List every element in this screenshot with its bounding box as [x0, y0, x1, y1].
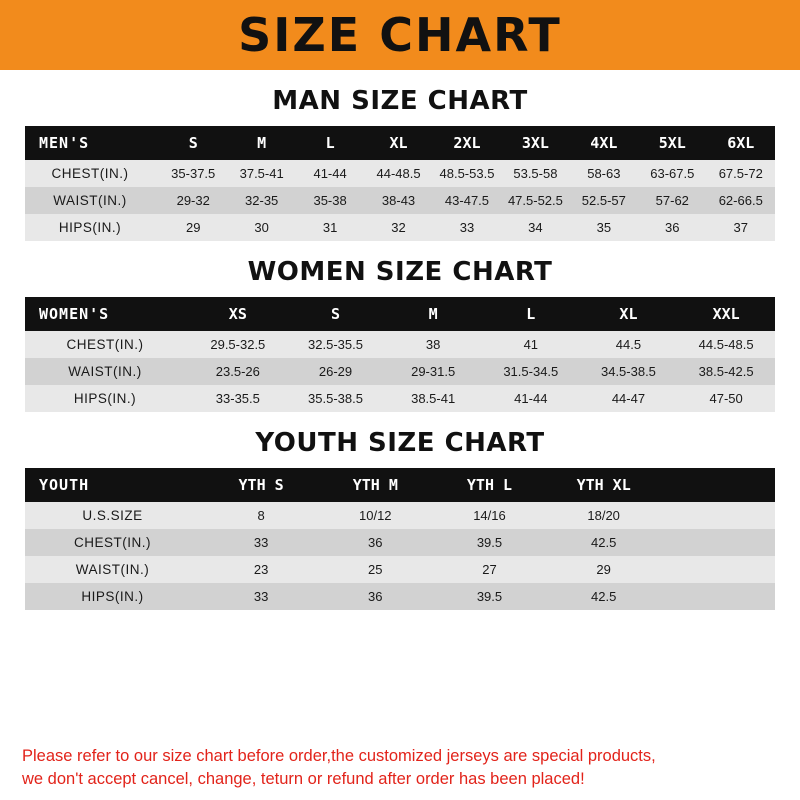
table-cell: 52.5-57 [570, 187, 638, 214]
table-row [25, 385, 775, 412]
table-cell: 43-47.5 [433, 187, 501, 214]
section-man [25, 86, 775, 241]
table-cell: 42.5 [547, 529, 661, 556]
section-title-youth: YOUTH SIZE CHART [255, 428, 545, 458]
column-header: XL [580, 297, 678, 331]
youth-table-head [25, 468, 775, 502]
table-cell: 44-48.5 [364, 160, 432, 187]
footer-note [0, 737, 800, 800]
youth-table-body [25, 502, 775, 610]
table-cell: 42.5 [547, 583, 661, 610]
youth-size-table [25, 468, 775, 610]
women-size-table [25, 297, 775, 412]
table-cell: 31 [296, 214, 364, 241]
table-cell: 38 [384, 331, 482, 358]
table-cell: 31.5-34.5 [482, 358, 580, 385]
row-header: CHEST(IN.) [25, 529, 204, 556]
table-cell: 38.5-41 [384, 385, 482, 412]
table-cell: 67.5-72 [707, 160, 776, 187]
table-header-row [25, 126, 775, 160]
table-cell: 34.5-38.5 [580, 358, 678, 385]
table-cell: 53.5-58 [501, 160, 569, 187]
table-cell: 32-35 [227, 187, 295, 214]
table-cell: 10/12 [318, 502, 432, 529]
table-cell: 34 [501, 214, 569, 241]
table-cell: 33 [204, 583, 318, 610]
table-row [25, 556, 775, 583]
table-cell: 27 [432, 556, 546, 583]
section-title-man: MAN SIZE CHART [272, 86, 528, 116]
table-cell: 37 [707, 214, 776, 241]
column-header: 5XL [638, 126, 706, 160]
column-header: YOUTH [25, 468, 204, 502]
footer-line-2: we don't accept cancel, change, teturn or refund after order has been placed! [22, 769, 585, 788]
column-header: YTH XL [547, 468, 661, 502]
column-header: YTH S [204, 468, 318, 502]
footer-line-1: Please refer to our size chart before order,the customized jerseys are special products, [22, 747, 656, 766]
table-cell-empty [661, 502, 775, 529]
column-header: 4XL [570, 126, 638, 160]
table-cell: 41-44 [482, 385, 580, 412]
table-cell: 35-37.5 [159, 160, 227, 187]
table-cell: 35 [570, 214, 638, 241]
table-cell: 39.5 [432, 529, 546, 556]
column-header: S [287, 297, 385, 331]
section-women [25, 257, 775, 412]
column-header: YTH M [318, 468, 432, 502]
column-header: L [482, 297, 580, 331]
page-header [0, 0, 800, 70]
table-cell: 63-67.5 [638, 160, 706, 187]
women-table-head [25, 297, 775, 331]
column-header: XS [189, 297, 287, 331]
table-cell: 38.5-42.5 [677, 358, 775, 385]
table-cell: 26-29 [287, 358, 385, 385]
table-cell: 32.5-35.5 [287, 331, 385, 358]
charts-content [0, 70, 800, 737]
table-cell: 44.5 [580, 331, 678, 358]
table-cell: 23 [204, 556, 318, 583]
table-cell: 36 [318, 529, 432, 556]
table-cell: 37.5-41 [227, 160, 295, 187]
table-cell-empty [661, 583, 775, 610]
table-row [25, 214, 775, 241]
column-header: M [384, 297, 482, 331]
table-cell: 47-50 [677, 385, 775, 412]
table-row [25, 160, 775, 187]
table-header-row [25, 297, 775, 331]
man-size-table [25, 126, 775, 241]
man-table-head [25, 126, 775, 160]
row-header: WAIST(IN.) [25, 556, 204, 583]
column-header: XXL [677, 297, 775, 331]
column-header: L [296, 126, 364, 160]
row-header: HIPS(IN.) [25, 583, 204, 610]
table-cell: 57-62 [638, 187, 706, 214]
table-cell: 33 [433, 214, 501, 241]
table-row [25, 187, 775, 214]
column-header: 3XL [501, 126, 569, 160]
table-cell: 29-32 [159, 187, 227, 214]
table-cell: 41 [482, 331, 580, 358]
table-cell: 39.5 [432, 583, 546, 610]
table-cell: 33-35.5 [189, 385, 287, 412]
table-cell: 38-43 [364, 187, 432, 214]
table-row [25, 583, 775, 610]
row-header: U.S.SIZE [25, 502, 204, 529]
table-cell: 23.5-26 [189, 358, 287, 385]
table-cell-empty [661, 529, 775, 556]
column-header: S [159, 126, 227, 160]
column-header: MEN'S [25, 126, 159, 160]
column-header: WOMEN'S [25, 297, 189, 331]
page-title: SIZE CHART [238, 8, 562, 62]
column-header: 2XL [433, 126, 501, 160]
table-row [25, 331, 775, 358]
table-cell: 8 [204, 502, 318, 529]
table-cell: 44-47 [580, 385, 678, 412]
column-header: YTH L [432, 468, 546, 502]
column-header: XL [364, 126, 432, 160]
table-row [25, 529, 775, 556]
row-header: WAIST(IN.) [25, 358, 189, 385]
table-cell: 35.5-38.5 [287, 385, 385, 412]
table-cell: 36 [638, 214, 706, 241]
table-cell: 35-38 [296, 187, 364, 214]
table-cell: 62-66.5 [707, 187, 776, 214]
table-cell: 36 [318, 583, 432, 610]
row-header: HIPS(IN.) [25, 385, 189, 412]
column-header-empty [661, 468, 775, 502]
section-youth [25, 428, 775, 610]
row-header: CHEST(IN.) [25, 160, 159, 187]
table-row [25, 502, 775, 529]
women-table-body [25, 331, 775, 412]
table-cell: 30 [227, 214, 295, 241]
table-cell: 44.5-48.5 [677, 331, 775, 358]
table-cell: 33 [204, 529, 318, 556]
row-header: WAIST(IN.) [25, 187, 159, 214]
table-cell: 29 [547, 556, 661, 583]
table-cell: 29 [159, 214, 227, 241]
column-header: M [227, 126, 295, 160]
table-cell-empty [661, 556, 775, 583]
table-cell: 58-63 [570, 160, 638, 187]
table-header-row [25, 468, 775, 502]
table-cell: 32 [364, 214, 432, 241]
table-cell: 29.5-32.5 [189, 331, 287, 358]
table-cell: 47.5-52.5 [501, 187, 569, 214]
section-title-women: WOMEN SIZE CHART [247, 257, 553, 287]
man-table-body [25, 160, 775, 241]
row-header: HIPS(IN.) [25, 214, 159, 241]
table-cell: 29-31.5 [384, 358, 482, 385]
row-header: CHEST(IN.) [25, 331, 189, 358]
table-cell: 25 [318, 556, 432, 583]
table-cell: 18/20 [547, 502, 661, 529]
table-cell: 48.5-53.5 [433, 160, 501, 187]
column-header: 6XL [707, 126, 776, 160]
table-row [25, 358, 775, 385]
table-cell: 14/16 [432, 502, 546, 529]
table-cell: 41-44 [296, 160, 364, 187]
